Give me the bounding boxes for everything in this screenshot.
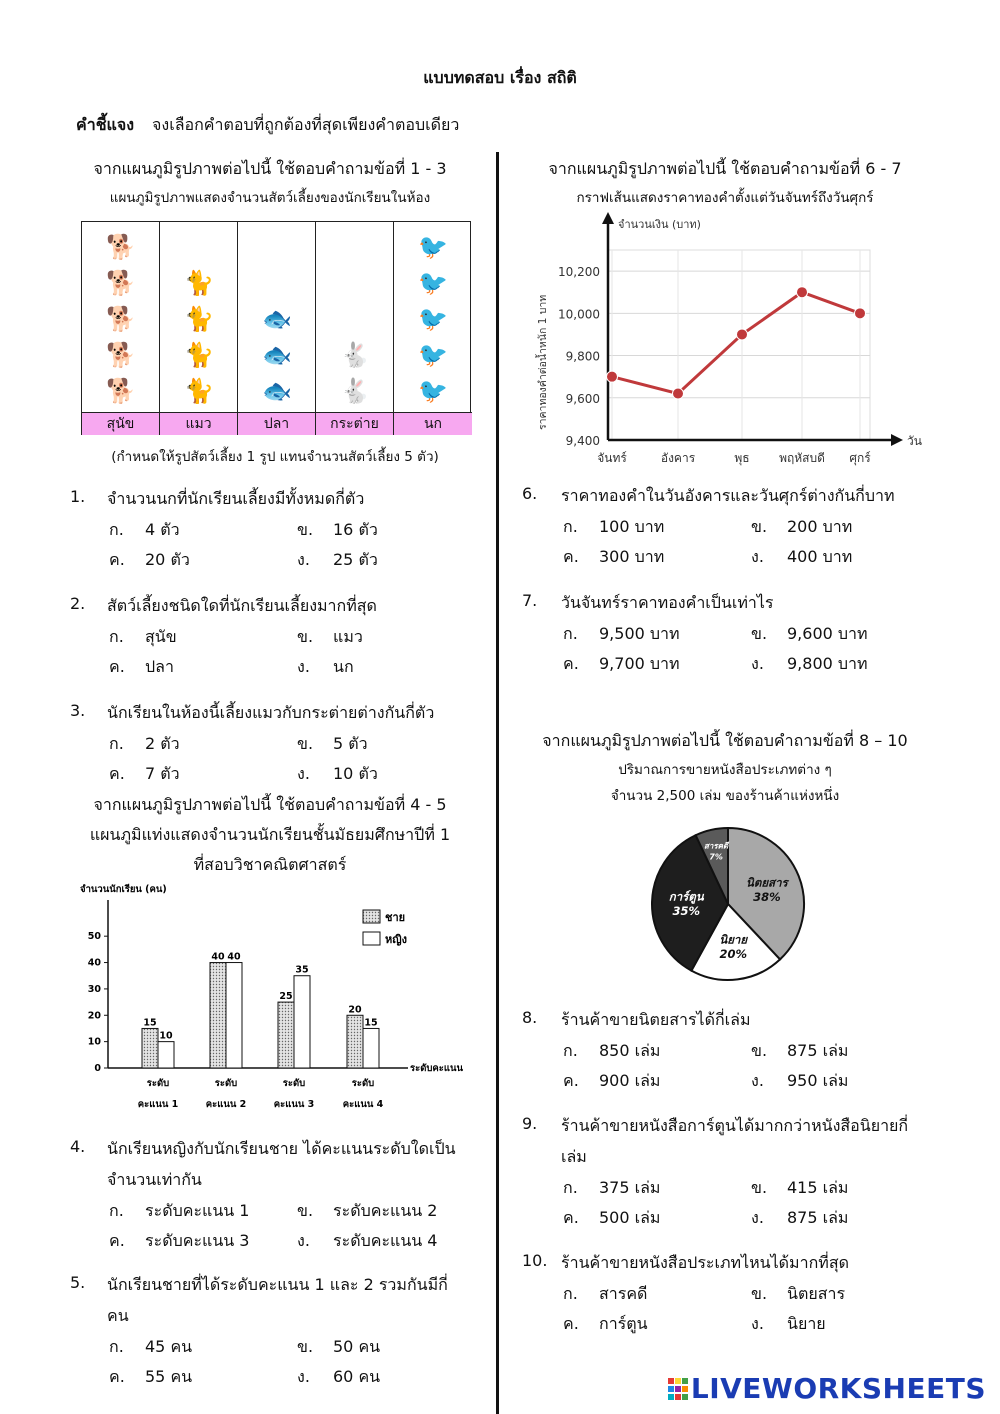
option-letter: ง. (297, 657, 310, 676)
x-tick-label: จันทร์ (597, 451, 627, 465)
bar-value-label: 25 (279, 991, 293, 1003)
dog-icon: 🐕 (106, 233, 136, 261)
option-text: 900 เล่ม (599, 1071, 661, 1090)
option-letter: ก. (563, 624, 578, 643)
bar-value-label: 10 (159, 1030, 173, 1042)
option-letter: ก. (109, 734, 124, 753)
y-tick-label: 0 (94, 1063, 101, 1074)
answer-option[interactable] (563, 515, 664, 540)
pictograph-label: ปลา (238, 412, 316, 435)
question-text: ราคาทองคำในวันอังคารและวันศุกร์ต่างกันกี่บาท (561, 486, 895, 505)
question-text: สัตว์เลี้ยงชนิดใดที่นักเรียนเลี้ยงมากที่สุด (107, 596, 377, 615)
question-text: นักเรียนหญิงกับนักเรียนชาย ได้คะแนนระดับใดเป็น (107, 1139, 456, 1158)
plot-area (608, 250, 870, 440)
bird-icon: 🐦 (418, 269, 448, 297)
bar (158, 1042, 174, 1068)
bird-icon: 🐦 (418, 341, 448, 369)
rabbit-icon: 🐇 (340, 377, 370, 405)
option-text: 400 บาท (787, 547, 853, 566)
slice-label: นิตยสาร (745, 875, 788, 890)
line-subheading: กราฟเส้นแสดงราคาทองคำตั้งแต่วันจันทร์ถึงวันศุกร์ (576, 190, 874, 206)
answer-option[interactable] (109, 1365, 192, 1390)
y-tick-label: 10,000 (558, 307, 600, 322)
question-text: วันจันทร์ราคาทองคำเป็นเท่าไร (561, 593, 774, 612)
y-tick-label: 20 (87, 1010, 101, 1022)
option-letter: ก. (563, 1041, 578, 1060)
question-text: ร้านค้าขายหนังสือประเภทไหนได้มากที่สุด (561, 1253, 849, 1272)
option-text: 9,700 บาท (599, 654, 680, 673)
x-tick-label: ระดับ (351, 1078, 375, 1089)
answer-option[interactable] (751, 1312, 826, 1337)
option-letter: ค. (563, 547, 579, 566)
answer-option[interactable] (109, 732, 180, 757)
answer-option[interactable] (297, 1365, 380, 1390)
option-text: ระดับคะแนน 1 (145, 1201, 250, 1220)
bar (226, 963, 242, 1068)
option-text: 415 เล่ม (787, 1178, 849, 1197)
option-text: สุนัข (145, 627, 177, 646)
option-text: สารคดี (599, 1284, 648, 1303)
bar (278, 1002, 294, 1068)
bird-icon: 🐦 (418, 233, 448, 261)
option-letter: ค. (109, 1231, 125, 1250)
answer-option[interactable] (563, 1176, 660, 1201)
pie-subheading-1: ปริมาณการขายหนังสือประเภทต่าง ๆ (618, 762, 832, 778)
answer-option[interactable] (297, 1199, 437, 1224)
question-text: ร้านค้าขายนิตยสารได้กี่เล่ม (561, 1010, 751, 1029)
option-text: 7 ตัว (145, 764, 180, 783)
question-text: ร้านค้าขายหนังสือการ์ตูนได้มากกว่าหนังสือนิยายกี่ (561, 1116, 909, 1135)
option-letter: ก. (109, 520, 124, 539)
y-axis-title: จำนวนนักเรียน (คน) (80, 884, 167, 895)
page-title: แบบทดสอบ เรื่อง สถิติ (423, 68, 577, 87)
question-number: 5. (70, 1273, 86, 1292)
option-letter: ค. (109, 550, 125, 569)
data-point (855, 308, 866, 319)
x-tick-label: ระดับ (146, 1078, 170, 1089)
option-letter: ข. (297, 734, 314, 753)
x-tick-label: ระดับ (214, 1078, 238, 1089)
option-text: 20 ตัว (145, 550, 190, 569)
answer-option[interactable] (109, 625, 177, 650)
cat-icon: 🐈 (184, 341, 214, 369)
option-text: 300 บาท (599, 547, 665, 566)
column-divider (496, 152, 499, 1414)
question-text-cont: จำนวนเท่ากัน (107, 1170, 202, 1189)
answer-option[interactable] (563, 545, 664, 570)
answer-option[interactable] (109, 548, 190, 573)
slice-percent: 38% (753, 890, 781, 905)
question-text: จำนวนนกที่นักเรียนเลี้ยงมีทั้งหมดกี่ตัว (107, 489, 365, 508)
question-number: 1. (70, 487, 86, 506)
line-heading: จากแผนภูมิรูปภาพต่อไปนี้ ใช้ตอบคำถามข้อที่ 6 - 7 (548, 159, 902, 178)
pie-chart (648, 824, 808, 984)
answer-option[interactable] (563, 1206, 660, 1231)
answer-option[interactable] (109, 518, 180, 543)
option-letter: ข. (297, 1337, 314, 1356)
option-letter: ค. (563, 1208, 579, 1227)
option-text: ระดับคะแนน 3 (145, 1231, 250, 1250)
option-letter: ค. (563, 654, 579, 673)
pie-heading: จากแผนภูมิรูปภาพต่อไปนี้ ใช้ตอบคำถามข้อที่ 8 – 10 (542, 731, 908, 750)
question-number: 6. (522, 484, 538, 503)
x-axis-arrow (891, 434, 903, 446)
answer-option[interactable] (297, 518, 378, 543)
slice-label: สารคดี (703, 841, 729, 851)
bar (347, 1015, 363, 1068)
answer-option[interactable] (563, 1312, 648, 1337)
pictograph-footnote: (กำหนดให้รูปสัตว์เลี้ยง 1 รูป แทนจำนวนสัตว์เลี้ยง 5 ตัว) (111, 449, 439, 465)
legend-label: หญิง (385, 933, 407, 946)
pictograph-column (316, 222, 394, 412)
x-tick-label: อังคาร (660, 451, 696, 465)
liveworksheets-logo (667, 1372, 986, 1405)
option-letter: ง. (751, 1314, 764, 1333)
pie-subheading-2: จำนวน 2,500 เล่ม ของร้านค้าแห่งหนึ่ง (610, 788, 840, 804)
x-axis-title: ระดับคะแนน (410, 1063, 463, 1074)
option-text: 45 คน (145, 1337, 193, 1356)
option-text: ระดับคะแนน 2 (333, 1201, 438, 1220)
data-point (673, 388, 684, 399)
option-letter: ค. (109, 1367, 125, 1386)
pictograph-label: กระต่าย (316, 412, 394, 435)
option-text: การ์ตูน (599, 1314, 648, 1333)
option-letter: ข. (751, 1041, 768, 1060)
answer-option[interactable] (109, 762, 180, 787)
instructions-label: คำชี้แจง (76, 115, 135, 134)
fish-icon: 🐟 (262, 377, 292, 405)
dog-icon: 🐕 (106, 269, 136, 297)
option-text: 875 เล่ม (787, 1041, 849, 1060)
bar-heading: จากแผนภูมิรูปภาพต่อไปนี้ ใช้ตอบคำถามข้อที่ 4 - 5 (93, 795, 447, 814)
y-tick-label: 9,400 (565, 434, 600, 448)
legend-swatch (363, 910, 380, 923)
option-letter: ง. (751, 1208, 764, 1227)
option-letter: ค. (563, 1071, 579, 1090)
option-text: 60 คน (333, 1367, 381, 1386)
bar-value-label: 35 (295, 964, 309, 976)
option-text: 850 เล่ม (599, 1041, 661, 1060)
question-number: 9. (522, 1114, 538, 1133)
option-text: 10 ตัว (333, 764, 378, 783)
option-text: 16 ตัว (333, 520, 378, 539)
option-text: 375 เล่ม (599, 1178, 661, 1197)
question-number: 2. (70, 594, 86, 613)
option-letter: ค. (563, 1314, 579, 1333)
answer-option[interactable] (563, 1282, 647, 1307)
y-axis-title: ราคาทองคำต่อน้ำหนัก 1 บาท (537, 294, 549, 430)
pictograph-column (82, 222, 160, 412)
logo-text: LIVEWORKSHEETS (690, 1372, 986, 1405)
pictograph-chart (81, 221, 471, 435)
question-number: 7. (522, 591, 538, 610)
option-text: นิตยสาร (787, 1284, 846, 1303)
rabbit-icon: 🐇 (340, 341, 370, 369)
bar-value-label: 15 (364, 1017, 378, 1029)
answer-option[interactable] (297, 655, 354, 680)
question-number: 8. (522, 1008, 538, 1027)
option-letter: ข. (751, 624, 768, 643)
x-tick-label: คะแนน 4 (342, 1099, 384, 1110)
option-letter: ข. (751, 1284, 768, 1303)
option-text: 9,800 บาท (787, 654, 868, 673)
fish-icon: 🐟 (262, 341, 292, 369)
pictograph-label: สุนัข (82, 412, 160, 435)
option-letter: ข. (297, 520, 314, 539)
answer-option[interactable] (751, 1039, 848, 1064)
data-point (737, 329, 748, 340)
y-tick-label: 9,800 (565, 349, 600, 364)
option-text: 9,600 บาท (787, 624, 868, 643)
legend-label: ชาย (385, 911, 406, 924)
option-letter: ข. (751, 1178, 768, 1197)
y-tick-label: 10 (87, 1036, 101, 1048)
dog-icon: 🐕 (106, 341, 136, 369)
option-letter: ง. (297, 764, 310, 783)
answer-option[interactable] (751, 1176, 848, 1201)
bar (142, 1028, 158, 1068)
question-number: 3. (70, 701, 86, 720)
bar-value-label: 20 (348, 1004, 362, 1016)
answer-option[interactable] (109, 1229, 249, 1254)
option-letter: ง. (751, 654, 764, 673)
pictograph-label: นก (394, 412, 472, 435)
option-text: 100 บาท (599, 517, 665, 536)
y-axis-arrow (602, 212, 614, 224)
answer-option[interactable] (751, 1069, 848, 1094)
slice-percent: 20% (719, 946, 748, 961)
x-tick-label: พฤหัสบดี (779, 451, 825, 465)
answer-option[interactable] (563, 1039, 660, 1064)
x-tick-label: คะแนน 1 (137, 1099, 179, 1110)
option-text: 9,500 บาท (599, 624, 680, 643)
slice-percent: 7% (709, 852, 723, 862)
option-letter: ง. (297, 1367, 310, 1386)
pictograph-column (160, 222, 238, 412)
answer-option[interactable] (297, 1229, 437, 1254)
answer-option[interactable] (109, 1335, 192, 1360)
option-letter: ค. (109, 657, 125, 676)
bar-value-label: 15 (143, 1017, 157, 1029)
logo-mark-icon (667, 1377, 689, 1401)
x-tick-label: คะแนน 3 (273, 1099, 315, 1110)
option-text: นิยาย (787, 1314, 826, 1333)
answer-option[interactable] (563, 652, 680, 677)
question-number: 10. (522, 1251, 548, 1270)
option-text: 25 ตัว (333, 550, 378, 569)
x-tick-label: พุธ (734, 451, 750, 465)
fish-icon: 🐟 (262, 305, 292, 333)
option-text: 500 เล่ม (599, 1208, 661, 1227)
answer-option[interactable] (751, 1282, 845, 1307)
pictograph-label: แมว (160, 412, 238, 435)
answer-option[interactable] (751, 622, 868, 647)
option-text: 875 เล่ม (787, 1208, 849, 1227)
bar (210, 963, 226, 1068)
bar-subheading-1: แผนภูมิแท่งแสดงจำนวนนักเรียนชั้นมัธยมศึกษาปีที่ 1 (89, 825, 451, 844)
pictograph-column (394, 222, 472, 412)
option-letter: ค. (109, 764, 125, 783)
option-text: 2 ตัว (145, 734, 180, 753)
pictograph-subheading: แผนภูมิรูปภาพแสดงจำนวนสัตว์เลี้ยงของนักเรียนในห้อง (109, 190, 431, 206)
slice-label: การ์ตูน (668, 889, 704, 904)
slice-percent: 35% (672, 904, 700, 919)
question-text-cont: คน (107, 1306, 129, 1325)
option-text: ปลา (145, 657, 174, 676)
answer-option[interactable] (751, 515, 852, 540)
y-tick-label: 30 (87, 983, 101, 995)
answer-option[interactable] (297, 625, 363, 650)
data-point (607, 371, 618, 382)
x-tick-label: ระดับ (282, 1078, 306, 1089)
answer-option[interactable] (297, 1335, 380, 1360)
option-text: 950 เล่ม (787, 1071, 849, 1090)
option-text: 50 คน (333, 1337, 381, 1356)
bar-subheading-2: ที่สอบวิชาคณิตศาสตร์ (193, 855, 347, 874)
option-letter: ก. (563, 517, 578, 536)
legend-swatch (363, 932, 380, 945)
pictograph-column (238, 222, 316, 412)
x-tick-label: ศุกร์ (849, 451, 871, 465)
data-point (797, 287, 808, 298)
answer-option[interactable] (109, 655, 174, 680)
option-letter: ง. (751, 547, 764, 566)
bird-icon: 🐦 (418, 305, 448, 333)
question-number: 4. (70, 1137, 86, 1156)
dog-icon: 🐕 (106, 305, 136, 333)
option-letter: ก. (109, 1337, 124, 1356)
cat-icon: 🐈 (184, 377, 214, 405)
pictograph-heading: จากแผนภูมิรูปภาพต่อไปนี้ ใช้ตอบคำถามข้อที่ 1 - 3 (93, 159, 447, 178)
option-letter: ข. (751, 517, 768, 536)
question-text: นักเรียนในห้องนี้เลี้ยงแมวกับกระต่ายต่างกันกี่ตัว (107, 703, 435, 722)
answer-option[interactable] (563, 1069, 660, 1094)
cat-icon: 🐈 (184, 305, 214, 333)
answer-option[interactable] (297, 732, 368, 757)
question-text: นักเรียนชายที่ได้ระดับคะแนน 1 และ 2 รวมกันมีกี่ (107, 1275, 448, 1294)
option-letter: ก. (563, 1178, 578, 1197)
y-tick-label: 10,200 (558, 265, 600, 280)
option-letter: ง. (297, 550, 310, 569)
option-letter: ง. (751, 1071, 764, 1090)
y-axis-top-title: จำนวนเงิน (บาท) (618, 218, 701, 231)
option-text: 5 ตัว (333, 734, 368, 753)
bar (294, 976, 310, 1068)
x-tick-label: คะแนน 2 (205, 1099, 247, 1110)
instructions (76, 113, 459, 138)
x-axis-title: วัน (907, 434, 922, 448)
answer-option[interactable] (751, 545, 852, 570)
line-chart (530, 208, 930, 473)
answer-option[interactable] (297, 762, 378, 787)
bar-chart (80, 878, 480, 1118)
option-letter: ข. (297, 627, 314, 646)
answer-option[interactable] (751, 652, 868, 677)
option-letter: ก. (563, 1284, 578, 1303)
bar-value-label: 40 (227, 951, 241, 963)
option-text: นก (333, 657, 354, 676)
bird-icon: 🐦 (418, 377, 448, 405)
slice-label: นิยาย (719, 932, 748, 947)
option-letter: ง. (297, 1231, 310, 1250)
option-text: แมว (333, 627, 363, 646)
answer-option[interactable] (297, 548, 378, 573)
instructions-text: จงเลือกคำตอบที่ถูกต้องที่สุดเพียงคำตอบเดียว (152, 115, 460, 134)
option-letter: ก. (109, 1201, 124, 1220)
option-text: ระดับคะแนน 4 (333, 1231, 438, 1250)
bar-value-label: 40 (211, 951, 225, 963)
dog-icon: 🐕 (106, 377, 136, 405)
option-text: 55 คน (145, 1367, 193, 1386)
answer-option[interactable] (751, 1206, 848, 1231)
bar (363, 1028, 379, 1068)
y-tick-label: 40 (87, 957, 101, 969)
option-letter: ข. (297, 1201, 314, 1220)
y-tick-label: 9,600 (565, 391, 600, 406)
cat-icon: 🐈 (184, 269, 214, 297)
option-letter: ก. (109, 627, 124, 646)
option-text: 200 บาท (787, 517, 853, 536)
answer-option[interactable] (563, 622, 680, 647)
y-tick-label: 50 (87, 931, 101, 943)
answer-option[interactable] (109, 1199, 249, 1224)
option-text: 4 ตัว (145, 520, 180, 539)
question-text-cont: เล่ม (561, 1147, 587, 1166)
